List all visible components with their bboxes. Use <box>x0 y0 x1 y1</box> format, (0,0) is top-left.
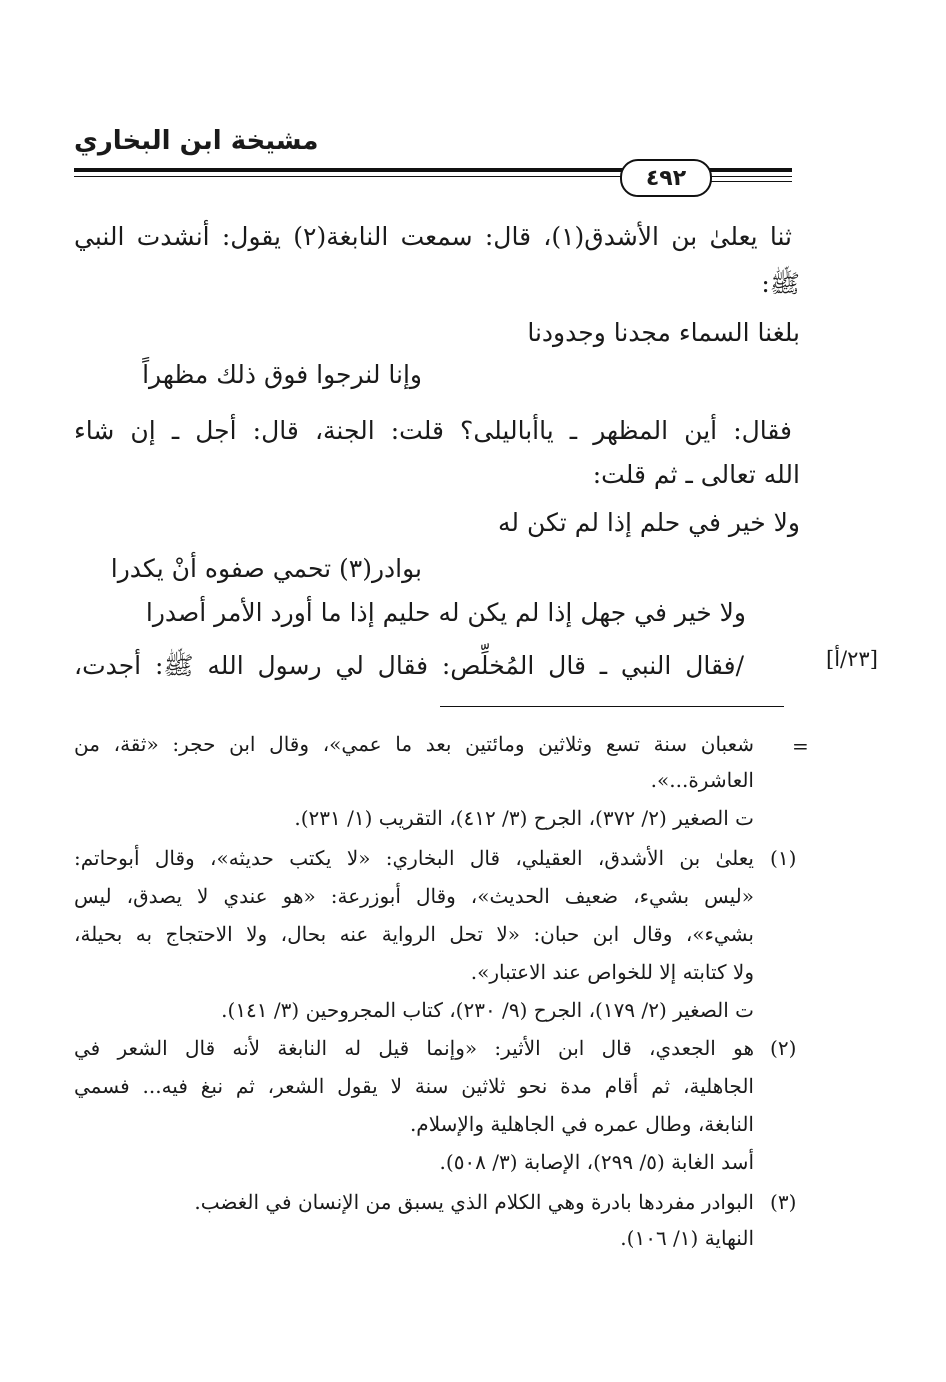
verse-line-1: بلغنا السماء مجدنا وجدودنا <box>527 318 800 347</box>
footnote-1-line: يعلىٰ بن الأشدق، العقيلي، قال البخاري: «لا يكتب حديثه»، وقال أبوحاتم: <box>74 846 754 870</box>
footnote-continuation-line: ت الصغير (٢/ ٣٧٢)، الجرح (٣/ ٤١٢)، التقريب (١/ ٢٣١). <box>294 806 754 830</box>
main-line-3: فقال: أين المظهر ـ ياأباليلى؟ قلت: الجنة، قال: أجل ـ إن شاء <box>74 416 792 445</box>
footnote-1-line: «ليس بشيء، ضعيف الحديث»، وقال أبوزرعة: «هو عندي لا يصدق، ليس <box>74 884 754 908</box>
footnote-marker-2: (٢) <box>770 1036 797 1060</box>
footnote-2-line: النابغة، وطال عمره في الجاهلية والإسلام. <box>409 1112 754 1136</box>
footnote-continuation-marker: = <box>792 734 809 758</box>
verse-line-2: وإنا لنرجوا فوق ذلك مظهراً <box>142 360 422 389</box>
footnote-1-line: ولا كتابته إلا للخواص عند الاعتبار». <box>470 960 754 984</box>
footnote-1-line: ت الصغير (٢/ ١٧٩)، الجرح (٩/ ٢٣٠)، كتاب المجروحين (٣/ ١٤١). <box>221 998 754 1022</box>
verse-line-5: ولا خير في جهل إذا لم يكن له حليم إذا ما أورد الأمر أصدرا <box>145 598 746 627</box>
page-number-text: ٤٩٢ <box>645 165 687 191</box>
main-line-5: /فقال النبي ـ قال المُخلِّص: فقال لي رسول الله ﷺ: أجدت، <box>74 651 744 680</box>
footnote-2-line: أسد الغابة (٥/ ٢٩٩)، الإصابة (٣/ ٥٠٨). <box>439 1150 754 1174</box>
verse-line-4: بوادر(٣) تحمي صفوه أنْ يكدرا <box>110 554 422 583</box>
main-line-4: الله تعالى ـ ثم قلت: <box>592 460 800 489</box>
verse-line-3: ولا خير في حلم إذا لم تكن له <box>497 508 800 537</box>
main-line-2: ﷺ: <box>761 269 800 298</box>
footnote-marker-3: (٣) <box>770 1190 797 1214</box>
page-number <box>620 159 712 197</box>
footnote-2-line: الجاهلية، ثم أقام مدة نحو ثلاثين سنة لا يقول الشعر، ثم نبغ فيه... فسمي <box>74 1074 754 1098</box>
footnote-2-line: هو الجعدي، قال ابن الأثير: «وإنما قيل له النابغة لأنه قال الشعر في <box>74 1036 754 1060</box>
book-title: مشيخة ابن البخاري <box>74 126 319 156</box>
footnote-3-line: النهاية (١/ ١٠٦). <box>620 1226 754 1250</box>
header-rule-extra <box>710 181 792 182</box>
footnote-1-line: بشيء»، وقال ابن حبان: «لا تحل الرواية عنه بحال، ولا الاحتجاج به بحيلة، <box>74 922 754 946</box>
footnote-continuation-line: شعبان سنة تسع وثلاثين ومائتين بعد ما عمي»، وقال ابن حجر: «ثقة، من <box>74 732 754 756</box>
footnote-3-line: البوادر مفردها بادرة وهي الكلام الذي يسبق من الإنسان في الغضب. <box>194 1190 754 1214</box>
footnote-continuation-line: العاشرة...». <box>650 768 754 792</box>
main-line-1: ثنا يعلىٰ بن الأشدق(١)، قال: سمعت النابغة(٢) يقول: أنشدت النبي <box>74 222 792 251</box>
footnote-marker-1: (١) <box>770 846 797 870</box>
footnote-separator <box>440 706 784 707</box>
margin-folio-reference: [٢٣/أ] <box>826 647 878 671</box>
